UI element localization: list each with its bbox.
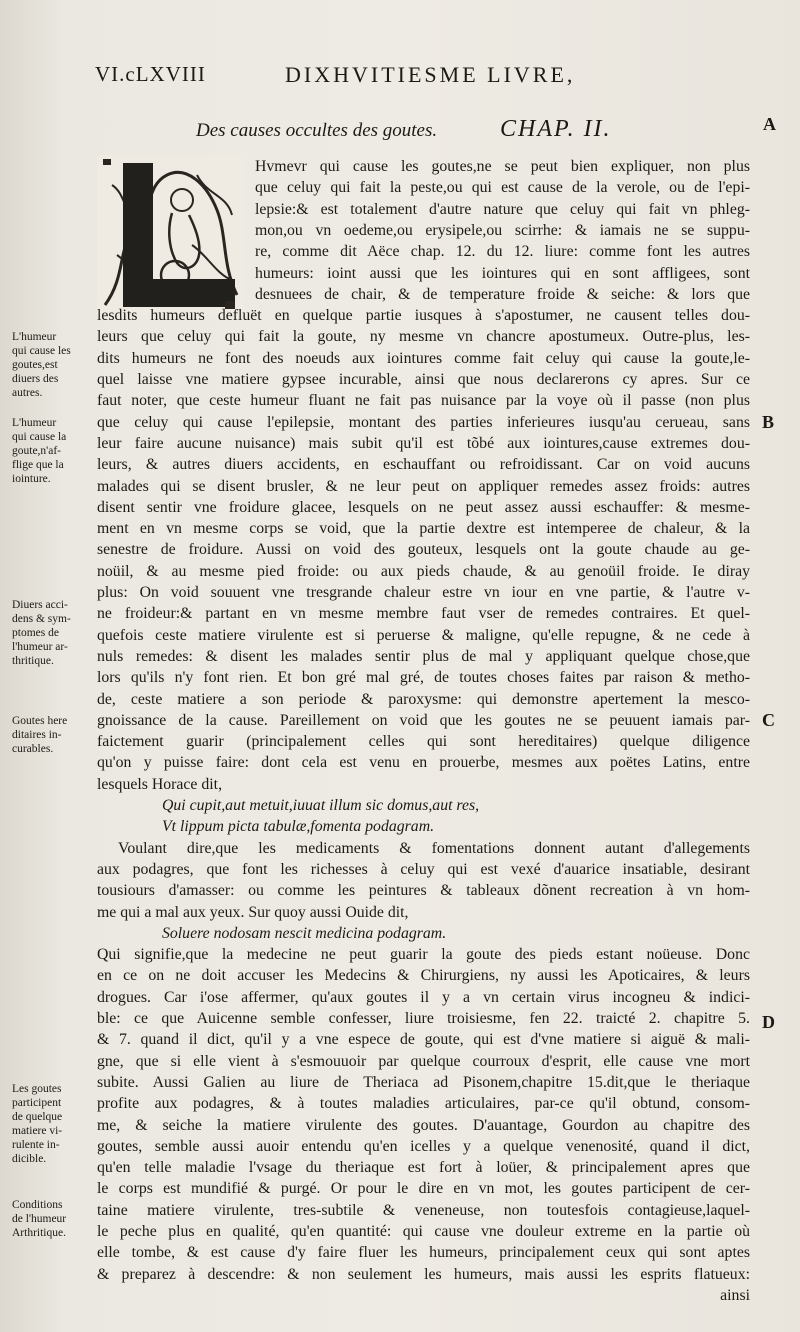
verse-line: Vt lippum picta tabulæ,fomenta podagram. <box>162 818 435 836</box>
note-line: goute,n'af- <box>12 445 62 457</box>
note-line: rulente in- <box>12 1139 60 1151</box>
note-line: iointure. <box>12 473 51 485</box>
text-line: faut noter, que ceste humeur fluant ne fait pas nuisance par la voye où il passe (non plus <box>97 392 750 410</box>
text-line: profite aux podagres, & à toutes maladies articulaires, par-ce qu'il obtund, consom- <box>97 1095 750 1113</box>
text-line: lesdits humeurs defluët en quelque partie iusques à s'apostumer, ne causent telles dou- <box>97 307 750 325</box>
note-line: L'humeur <box>12 417 57 429</box>
text-line: ne froideur:& partant en vn mesme membre faut vser de remedes contraires. Et quel- <box>97 605 750 623</box>
text-line: mon,ou vn oedeme,ou erysipele,ou scirrhe: & iamais ne se suppu- <box>255 221 750 239</box>
note-line: Arthritique. <box>12 1227 66 1239</box>
text-line: Qui signifie,que la medecine ne peut guarir la goute des pieds estant noüeuse. Donc <box>97 946 750 964</box>
marginal-note <box>12 1082 104 1166</box>
note-line: autres. <box>12 387 43 399</box>
text-line: leur faire aucune nuisance) mais subit qu'il est tõbé aux iointures,cause extremes dou- <box>97 434 750 452</box>
text-line: lesquels Horace dit, <box>97 775 223 793</box>
text-line: de, ceste matiere a son periode & paroxysme: qui demonstre apertement la mesco- <box>97 690 750 708</box>
text-line: qu'on y puisse faire: dont cela est venu en prouerbe, mesmes aux poëtes Latins, entre <box>97 754 750 772</box>
note-line: Diuers acci- <box>12 599 68 611</box>
text-line: leurs que celuy qui fait la goute, ny mesme vn chancre apostumeux. Outre-plus, les- <box>97 328 750 346</box>
text-line: gne, que si elle vient à s'esmouuoir par quelque courroux d'esprit, elle cause vne mort <box>97 1052 750 1070</box>
text-line: goutes, semble aussi auoir entendu qu'en icelles y a quelque venenosité, quand il dict, <box>97 1137 750 1155</box>
decorated-initial-l-icon <box>97 155 245 315</box>
note-line: qui cause la <box>12 431 67 443</box>
text-line: en ce on ne doit accuser les Medecins & Chirurgiens, ny aussi les Apoticaires, & leurs <box>97 967 750 985</box>
text-line: tousiours d'amasser: ou comme les peintures & tableaux dõnent recreation à vn hom- <box>97 882 750 900</box>
note-line: dens & sym- <box>12 613 71 625</box>
margin-letter-b: B <box>762 412 775 432</box>
marginal-note <box>12 416 104 486</box>
text-line: humeurs: ioint aussi que les iointures qui en sont affligees, sont <box>255 264 750 282</box>
text-line: lors qu'ils n'y font rien. Et bon gré mal gré, de toutes choses faites par raison & metho- <box>97 669 750 687</box>
text-line: noüil, & au mesme pied froide: ou aux pieds chaude, & au genoüil froide. Ie diray <box>97 562 750 580</box>
text-line: Hvmevr qui cause les goutes,ne se peut bien expliquer, non plus <box>255 158 750 175</box>
margin-letter-a: A <box>763 114 776 134</box>
note-line: thritique. <box>12 655 54 667</box>
text-line: ble: ce que Auicenne semble confesser, liure troisiesme, fen 22. traicté 2. chapitre 5. <box>97 1010 750 1027</box>
text-line: nuls remedes: & disent les malades sentir plus de mal y appliquant quelque chose,que <box>97 647 750 665</box>
text-line: ment en vn mesme corps se void, que la partie dextre est intemperee de chaleur, & la <box>97 520 750 538</box>
text-line: & preparez à descendre: & non seulement les humeurs, mais aussi les esprits flatueux: <box>97 1265 750 1283</box>
text-line: senestre de froidure. Aussi on void des gouteux, lesquels ont la goute chaude au ge- <box>97 541 750 559</box>
text-line: lepsie:& est totalement d'autre nature que celuy qui fait vn phleg- <box>255 200 750 218</box>
text-line: qu'en telle maladie l'vsage du theriaque est fort à loüer, & principalement apres que <box>97 1159 750 1177</box>
verse-line: Qui cupit,aut metuit,iuuat illum sic domus,aut res, <box>162 797 480 814</box>
text-line: quel laisse vne matiere gypsee incurable, ainsi que nous declarerons cy apres. Sur ce <box>97 371 750 388</box>
marginal-note <box>12 714 104 756</box>
book-title: DIXHVITIESME LIVRE, <box>285 62 576 87</box>
note-line: qui cause les <box>12 345 71 357</box>
note-line: l'humeur ar- <box>12 641 68 653</box>
text-line: aux podagres, que font les richesses à celuy qui est vexé d'auarice insatiable, desirant <box>97 860 750 878</box>
text-line: re, comme dit Aëce chap. 12. du 12. liure: comme font les autres <box>255 243 750 261</box>
text-line: ainsi <box>720 1286 750 1304</box>
text-line: subite. Aussi Galien au liure de Theriaca ad Pisonem,chapitre 15.dit,que le theriaque <box>97 1073 750 1091</box>
chapter-title: Des causes occultes des goutes. <box>196 120 438 141</box>
note-line: L'humeur <box>12 331 57 343</box>
text-line: le corps est mundifié & purgé. Or pour le dire en vn mot, les goutes participent de cer- <box>97 1180 750 1198</box>
text-line: le peche plus en qualité, qu'en quantité: qui cause vne douleur extreme en la partie où <box>97 1223 750 1240</box>
marginal-note <box>12 1198 104 1240</box>
text-line: leurs, & autres diuers accidents, en eschauffant ou refroidissant. Car on void aucuns <box>97 456 750 474</box>
margin-letter-d: D <box>762 1012 775 1032</box>
text-line: me, & seiche la matiere virulente des goutes. D'auantage, Gourdon au chapitre des <box>97 1116 750 1134</box>
note-line: goutes,est <box>12 359 58 371</box>
marginal-note <box>12 330 104 400</box>
text-line: malades qui se disent brusler, & ne leur peut on appliquer remedes assez froids: autres <box>97 477 750 495</box>
note-line: de quelque <box>12 1111 63 1123</box>
note-line: dicible. <box>12 1153 47 1165</box>
note-line: ptomes de <box>12 627 59 639</box>
note-line: flige que la <box>12 459 64 471</box>
text-line: disent sentir vne froidure glacee, lesquels on ne peut assez aussi eschauffer: & mesme- <box>97 498 750 516</box>
text-line: que celuy qui fait la peste,ou qui est cause de la verole, ou de l'epi- <box>255 179 750 197</box>
running-head <box>95 62 655 92</box>
verse-line: Soluere nodosam nescit medicina podagram. <box>162 924 447 942</box>
text-line: me qui a mal aux yeux. Sur quoy aussi Ouide dit, <box>97 903 409 921</box>
note-line: de l'humeur <box>12 1213 67 1225</box>
text-line: dits humeurs ne font des noeuds aux iointures comme fait celuy qui cause la goute,le- <box>97 349 750 367</box>
note-line: Conditions <box>12 1199 63 1211</box>
note-line: Les goutes <box>12 1083 62 1095</box>
text-line: plus: On void souuent vne tresgrande chaleur estre vn iour en vne partie, & l'autre v- <box>97 584 750 601</box>
margin-letter-c: C <box>762 710 775 730</box>
note-line: curables. <box>12 743 54 755</box>
text-line: elle tombe, & est cause d'y faire fluer les humeurs, principalement ceux qui sont aptes <box>97 1244 750 1262</box>
note-line: Goutes here <box>12 715 68 727</box>
text-line: faictement guarir (principalement celles qui sont hereditaires) quelque diligence <box>97 733 750 751</box>
text-line: Voulant dire,que les medicaments & fomentations donnent autant d'allegements <box>118 839 750 857</box>
text-line: gnoissance de la cause. Pareillement on void que les goutes ne se peuuent iamais par- <box>97 711 750 729</box>
text-line: quefois ceste matiere virulente est si peruerse & maligne, qu'elle repugne, & ne cede à <box>97 626 750 644</box>
text-line: que celuy qui cause l'epilepsie, montant des parties inferieures iusqu'au cerueau, sans <box>97 413 750 431</box>
text-line: taine matiere virulente, tres-subtile & veneneuse, non toutesfois contagieuse,laquel- <box>97 1201 750 1219</box>
text-line: desnuees de chair, & de temperature froide & seiche: & lors que <box>255 285 750 303</box>
text-line: drogues. Car i'ose affermer, qu'aux goutes il y a vn certain virus incogneu & indici- <box>97 988 750 1006</box>
note-line: matiere vi- <box>12 1125 63 1137</box>
note-line: diuers des <box>12 373 59 385</box>
note-line: ditaires in- <box>12 729 62 741</box>
text-line: & 7. quand il dict, qu'il y a vne espece de goute, qui est d'vne matiere si aiguë & mali- <box>97 1031 750 1049</box>
note-line: participent <box>12 1097 62 1109</box>
folio-number: VI.cLXVIII <box>95 62 206 86</box>
chapter-number: CHAP. II. <box>500 116 612 142</box>
decorated-initial <box>97 155 245 315</box>
marginal-note <box>12 598 104 668</box>
